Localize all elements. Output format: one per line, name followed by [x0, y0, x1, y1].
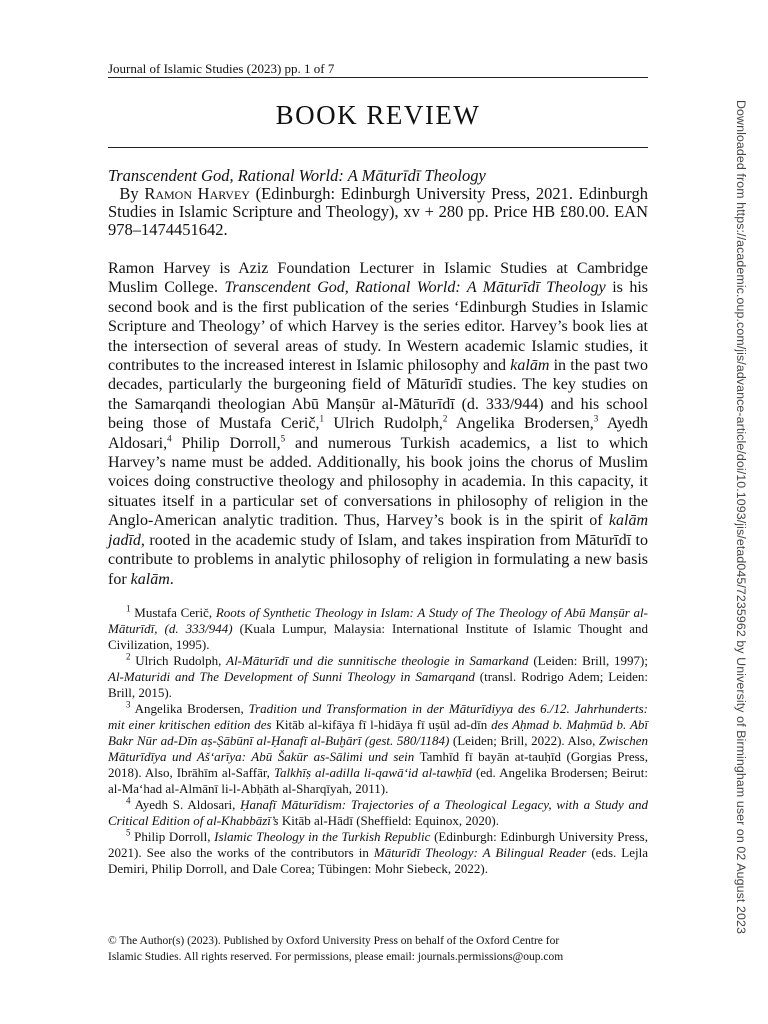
body-text-9: Philip Dorroll,: [171, 434, 281, 452]
body-text-12: , rooted in the academic study of Islam, and takes inspiration from Māturīdī to contribute to problems in analytic philosophy of religion in formulating a new basis for: [108, 531, 648, 588]
publication-details: (Edinburgh: Edinburgh University Press, 2021. Edinburgh Studies in Islamic Scripture and Theology), xv + 280 pp. Price HB £80.00. EAN 978–1474451642.: [108, 184, 649, 239]
body-text-7: Angelika Brodersen,: [447, 415, 594, 433]
body-term-kalam-2: kalām: [130, 570, 170, 588]
title-rule: [108, 147, 648, 148]
footnote-text: Angelika Brodersen,: [130, 700, 249, 716]
footnote-ref-1[interactable]: 1: [319, 413, 324, 424]
footnote-text: (eds. Lejla Demiri, Philip Dorroll, and Dale Corea; Tübingen: Mohr Siebeck, 2022).: [108, 844, 648, 876]
copyright-line-1: © The Author(s) (2023). Published by Oxford University Press on behalf of the Oxford Centre for: [108, 935, 560, 947]
footnote-text: Mustafa Cerič,: [130, 604, 216, 620]
footnote-number: 5: [126, 827, 131, 838]
footnote-text: Kitāb al-Hādī (Sheffield: Equinox, 2020).: [278, 812, 499, 828]
footnote-ref-5[interactable]: 5: [280, 433, 286, 444]
copyright-line-2: Islamic Studies. All rights reserved. For permissions, please email: journals.permissions@oup.com: [108, 951, 564, 963]
footnote-text: (Leiden; Brill, 2022). Also,: [449, 732, 599, 748]
footnote-title: Ḥanafī Māturīdism: Trajectories of a Theological Legacy, with a Study and Critical Edition of al-Khabbāzī’s: [108, 796, 649, 828]
download-watermark: [734, 100, 748, 934]
body-term-kalam-jadid: kalām jadīd: [108, 512, 648, 549]
footnote-2: [108, 653, 648, 701]
body-text-3: is his second book and is the first publication of the series ‘Edinburgh Studies in Islamic Scripture and Theology’ of which Harvey is the series editor. Harvey’s book lies at the intersection of several areas of study. In Western academic Islamic studies, it contributes to the increased interest in Islamic philosophy and: [108, 279, 649, 375]
body-text-5: in the past two decades, particularly the burgeoning field of Māturīdī studies. The key studies on the Samarqandi theologian Abū Manṣūr al-Māturīdī (d. 333/944) and his school being those of Mustafa Cerič,: [108, 357, 649, 433]
footnote-text: Kitāb al-kifāya fī l-hidāya fī uṣūl ad-dīn: [271, 716, 492, 732]
footnote-number: 2: [126, 651, 131, 662]
footnote-1: [108, 605, 648, 653]
footnote-number: 4: [126, 795, 131, 806]
footnote-text: Ulrich Rudolph,: [130, 652, 227, 668]
footnote-title: Zwischen Māturīdīya und Aš‘arīya: Abū Šakūr as-Sālimi und sein: [108, 732, 648, 764]
footnote-title: des Aḥmad b. Maḥmūd b. Abī Bakr Nūr ad-Dīn aṣ-Ṣābūnī al-Ḥanafī al-Buḫārī (gest. 580/1184): [108, 716, 648, 748]
footnote-5: [108, 829, 648, 877]
section-title: BOOK REVIEW: [275, 100, 481, 130]
body-text-1: Ramon Harvey is Aziz Foundation Lecturer in Islamic Studies at Cambridge Muslim College.: [108, 260, 648, 297]
footnote-text: Tamhīd fī bayān at-tauḥīd (Gorgias Press, 2018). Also, Ibrāhīm al-Saffār,: [108, 748, 648, 780]
footnote-text: (Kuala Lumpur, Malaysia: International Institute of Islamic Thought and Civilization, 1995).: [108, 620, 648, 652]
footnote-title: Māturīdī Theology: A Bilingual Reader: [373, 844, 587, 860]
footnote-title: Talkhīṣ al-adilla li-qawā‘id al-tawḥīd: [273, 764, 472, 780]
body-text-8: Ayedh Aldosari,: [108, 415, 649, 452]
body-text-10: and numerous Turkish academics, a list to which Harvey’s name must be added. Additionally, his book joins the chorus of Muslim voices doing constructive theology and philosophy in academia. In this capacity, it situates itself in a particular set of conversations in philosophy of religion in the Anglo-American analytic tradition. Thus, Harvey’s book is in the spirit of: [108, 434, 648, 530]
footnote-title: Al-Māturīdī und die sunnitische theologie in Samarkand: [226, 652, 529, 668]
footnote-text: Philip Dorroll,: [130, 828, 215, 844]
footnote-ref-2[interactable]: 2: [442, 413, 448, 424]
footnote-ref-3[interactable]: 3: [593, 413, 599, 424]
article-page: [108, 62, 648, 877]
footnotes: [108, 605, 648, 877]
by-label: By: [119, 184, 139, 203]
footnote-title: Roots of Synthetic Theology in Islam: A Study of The Theology of Abū Manṣūr al-Māturīdī, (d. 333/944): [108, 604, 648, 636]
body-text-6: Ulrich Rudolph,: [323, 415, 443, 433]
body-book-title: Transcendent God, Rational World: A Māturīdī Theology: [224, 279, 606, 297]
footnote-4: [108, 797, 648, 829]
book-details: [108, 185, 648, 239]
body-text-14: .: [169, 570, 174, 588]
footnote-number: 1: [126, 603, 131, 614]
footnote-ref-4[interactable]: 4: [167, 433, 172, 444]
running-head: Journal of Islamic Studies (2023) pp. 1 of 7: [108, 62, 648, 78]
footnote-title: Tradition und Transformation in der Māturīdiyya des 6./12. Jahrhunderts: mit einer kritischen edition des: [108, 700, 649, 732]
footnote-3: [108, 701, 648, 797]
footnote-text: (ed. Angelika Brodersen; Beirut: al-Ma‘had al-Almānī li-l-Abḥāth al-Sharqīyah, 2011).: [108, 764, 648, 796]
copyright-footer: [108, 933, 648, 965]
footnote-title: Islamic Theology in the Turkish Republic: [214, 828, 431, 844]
footnote-number: 3: [126, 699, 131, 710]
body-term-kalam: kalām: [510, 357, 550, 375]
footnote-text: (Edinburgh: Edinburgh University Press, 2021). See also the works of the contributors in: [108, 828, 648, 860]
book-author: Ramon Harvey: [144, 184, 250, 203]
footnote-text: (Leiden: Brill, 1997);: [528, 652, 648, 668]
footnote-title: Al-Maturidi and The Development of Sunni Theology in Samarqand: [108, 668, 475, 684]
review-paragraph: [108, 259, 648, 589]
footnote-text: Ayedh S. Aldosari,: [130, 796, 241, 812]
book-title: Transcendent God, Rational World: A Māturīdī Theology: [108, 166, 486, 185]
download-watermark-text: Downloaded from https://academic.oup.com/jis/advance-article/doi/10.1093/jis/etad045/7235962 by University of Birmingham user on 02 August 2023: [734, 100, 748, 934]
footnote-text: (transl. Rodrigo Adem; Leiden: Brill, 2015).: [108, 668, 648, 700]
